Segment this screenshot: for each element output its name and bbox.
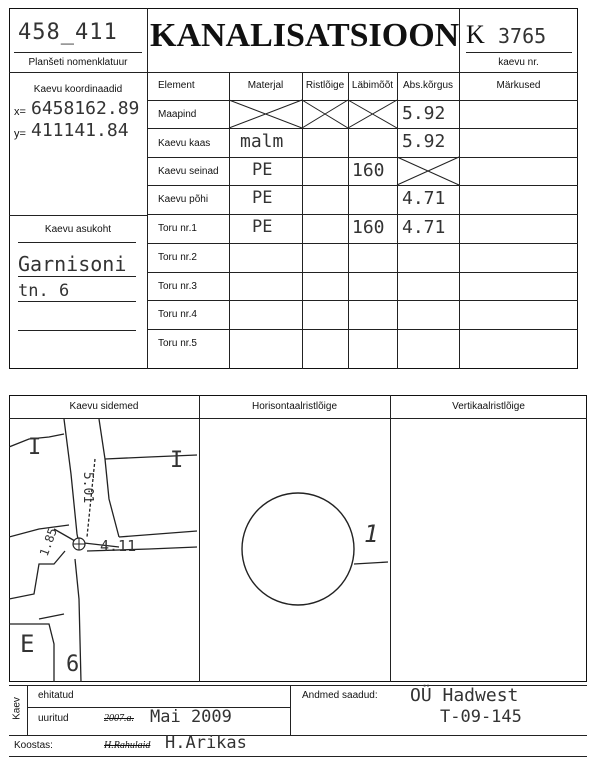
row-line-4: [147, 185, 578, 186]
footer-side-label: Kaev: [11, 697, 23, 720]
header-notes: Märkused: [496, 80, 541, 91]
footer-compiled-label: Koostas:: [14, 740, 53, 751]
header-cross-section: Ristlõige: [305, 80, 345, 91]
footer-surveyed-value: Mai 2009: [150, 707, 232, 727]
location-line-1: Garnisoni: [18, 252, 127, 276]
well-number: 3765: [498, 24, 547, 48]
header-material: Materjal: [247, 80, 284, 91]
row-line-5: [147, 214, 578, 215]
header-vertical-section: Vertikaalristlõige: [452, 401, 525, 412]
footer-surveyed-struck: 2007.a.: [104, 713, 134, 724]
footer-side-divider: [27, 685, 28, 735]
row-line-3: [147, 157, 578, 158]
sketch-dim-vertical: 5.01: [80, 471, 96, 504]
coord-x-value: 6458162.89: [31, 98, 140, 119]
header-element: Element: [158, 80, 195, 91]
header-well-connections: Kaevu sidemed: [69, 401, 139, 412]
row-line-6: [147, 243, 578, 244]
footer-built-label: ehitatud: [38, 690, 74, 701]
row-material-5: PE: [252, 217, 273, 237]
row-material-2: malm: [240, 131, 284, 152]
footer-bottom-line: [9, 735, 587, 736]
well-caption: kaevu nr.: [498, 57, 539, 68]
coords-caption: Kaevu koordinaadid: [33, 84, 123, 95]
footer-source-label: Andmed saadud:: [302, 690, 378, 701]
row-diameter-5: 160: [352, 217, 385, 238]
sketch-house-number: 6: [66, 652, 80, 677]
sketch-dim-right: 4.11: [100, 537, 137, 555]
col-divider-4: [397, 72, 398, 369]
bottom-col-divider-2: [390, 395, 391, 682]
sketch-dim-left: 1.85: [36, 526, 60, 558]
location-caption-underline: [18, 242, 136, 243]
sketch-building-top-right: I: [170, 448, 184, 473]
coord-y-label: y=: [14, 128, 26, 140]
sheet-number: 458_411: [18, 20, 118, 45]
row-element-2: Kaevu kaas: [158, 138, 211, 149]
row-line-9: [147, 329, 578, 330]
well-prefix: K: [466, 20, 485, 49]
col-divider-1: [229, 72, 230, 369]
sketch-building-top-left: I: [28, 435, 42, 460]
footer-compiled-value: H.Arikas: [165, 733, 247, 753]
location-rule-3: [18, 330, 136, 331]
row-line-2: [147, 128, 578, 129]
row-material-3: PE: [252, 160, 273, 180]
footer-surveyed-label: uuritud: [38, 713, 69, 724]
location-rule-2: [18, 301, 136, 302]
sheet-number-underline: [14, 52, 142, 53]
sheet-caption: Planšeti nomenklatuur: [28, 57, 128, 68]
row-element-3: Kaevu seinad: [158, 166, 219, 177]
header-horizontal-section: Horisontaalristlõige: [251, 401, 338, 412]
header-diameter: Läbimõõt: [351, 80, 394, 91]
page-title: KANALISATSIOON: [150, 17, 460, 54]
footer-source-line-2: T-09-145: [440, 707, 522, 727]
row-element-8: Toru nr.4: [158, 309, 197, 320]
row-material-4: PE: [252, 188, 273, 208]
location-divider: [9, 215, 147, 216]
row-element-6: Toru nr.2: [158, 252, 197, 263]
row-line-8: [147, 300, 578, 301]
row-element-7: Toru nr.3: [158, 281, 197, 292]
row-height-4: 4.71: [402, 188, 446, 209]
well-number-underline: [466, 52, 572, 53]
left-column-divider: [147, 8, 148, 369]
coord-y-value: 411141.84: [31, 120, 129, 141]
footer-mid-divider: [290, 685, 291, 735]
horizontal-section-drawing: [200, 419, 390, 682]
row-element-4: Kaevu põhi: [158, 194, 209, 205]
col-divider-2: [302, 72, 303, 369]
row-height-5: 4.71: [402, 217, 446, 238]
coord-x-label: x=: [14, 106, 26, 118]
row-height-1: 5.92: [402, 103, 446, 124]
pipe-label: 1: [364, 520, 379, 548]
row-line-7: [147, 272, 578, 273]
row-line-1: [147, 100, 578, 101]
header-abs-height: Abs.kõrgus: [402, 80, 454, 91]
sketch-building-bottom: E: [20, 630, 35, 658]
row-element-1: Maapind: [158, 109, 197, 120]
row-element-5: Toru nr.1: [158, 223, 197, 234]
title-row-divider: [9, 72, 578, 73]
footer-compiled-struck: H.Rahulaid: [104, 740, 151, 751]
footer-source-line-1: OÜ Hadwest: [410, 685, 519, 706]
col-divider-3: [348, 72, 349, 369]
row-diameter-3: 160: [352, 160, 385, 181]
location-line-2: tn. 6: [18, 281, 70, 301]
location-caption: Kaevu asukoht: [44, 224, 112, 235]
row-height-2: 5.92: [402, 131, 446, 152]
location-rule-1: [18, 276, 136, 277]
footer-signature-line: [9, 756, 587, 757]
row-element-9: Toru nr.5: [158, 338, 197, 349]
